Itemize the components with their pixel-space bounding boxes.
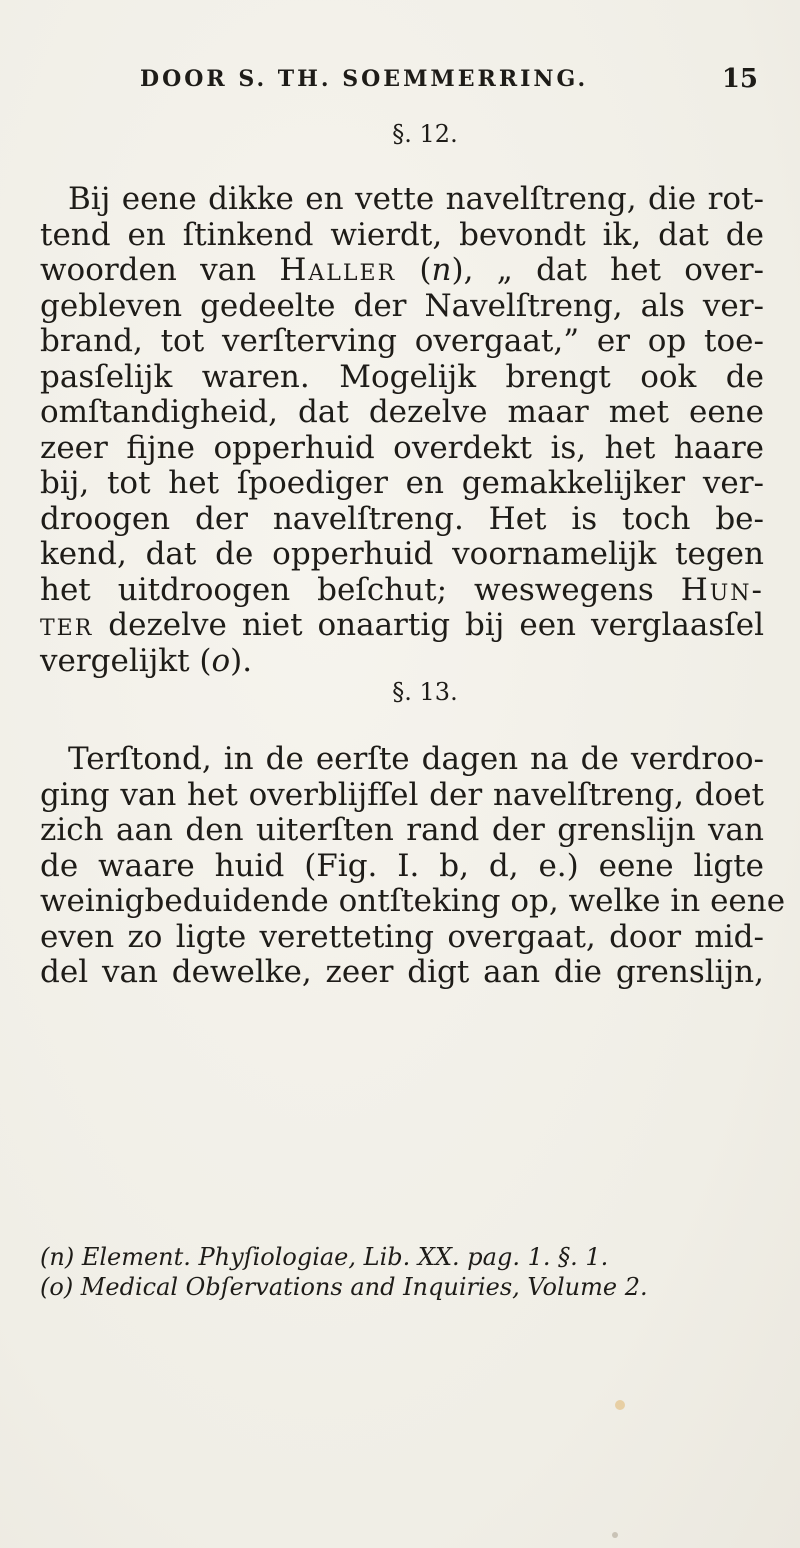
text-line: ter dezelve niet onaartig bij een verglaasſel [40, 607, 764, 643]
text-line: zeer fijne opperhuid overdekt is, het haare [40, 429, 764, 466]
text-line: woorden van Haller (n), „ dat het over- [40, 252, 765, 288]
text-line: droogen der navelſtreng. Het is toch be- [40, 500, 764, 537]
text-line: zich aan den uiterſten rand der grenslijn van [40, 812, 764, 848]
section-12-body [40, 182, 764, 679]
page-number: 15 [721, 64, 758, 94]
text-line: Terſtond, in de eerſte dagen na de verdroo- [68, 741, 764, 777]
text-line: kend, dat de opperhuid voornamelijk tegen [40, 536, 764, 572]
text-line: omſtandigheid, dat dezelve maar met eene [40, 394, 764, 430]
text-line: Bij eene dikke en vette navelſtreng, die rot- [68, 181, 764, 217]
footnote-n: (n) Element. Phyſiologiae, Lib. XX. pag. 1. §. 1. [40, 1243, 609, 1271]
text-line: tend en ſtinkend wierdt, bevondt ik, dat de [40, 216, 764, 253]
text-line: del van dewelke, zeer digt aan die grenslijn, [40, 954, 764, 990]
paper-stain [615, 1400, 625, 1410]
section-heading-12: §. 12. [392, 120, 458, 148]
text-line: even zo ligte veretteting overgaat, door mid- [40, 918, 764, 955]
text-line: de waare huid (Fig. I. b, d, e.) eene ligte [40, 847, 764, 884]
text-line: vergelijkt (o). [40, 642, 253, 679]
paper-stain [612, 1532, 618, 1538]
section-heading-13: §. 13. [392, 678, 458, 706]
text-line: gebleven gedeelte der Navelſtreng, als ver- [40, 287, 764, 324]
text-line: pasſelijk waren. Mogelijk brengt ook de [40, 358, 764, 395]
author-name: Haller [279, 252, 397, 288]
text-line: ging van het overblijfſel der navelſtreng, doet [40, 776, 764, 813]
text-line: het uitdroogen beſchut; weswegens Hun- [40, 571, 764, 608]
author-name: ter [40, 607, 94, 643]
footnote-o: (o) Medical Obſervations and Inquiries, Volume 2. [40, 1273, 648, 1301]
author-name: Hun- [680, 571, 764, 608]
running-head-title: DOOR S. TH. SOEMMERRING. [140, 66, 589, 92]
text-line: brand, tot verſterving overgaat,” er op toe- [40, 323, 764, 359]
text-line: bij, tot het ſpoediger en gemakkelijker ver- [40, 465, 764, 501]
footnotes [40, 1242, 770, 1302]
text-line: weinigbeduidende ontſteking op, welke in eene [40, 883, 786, 919]
section-13-body [40, 741, 786, 991]
